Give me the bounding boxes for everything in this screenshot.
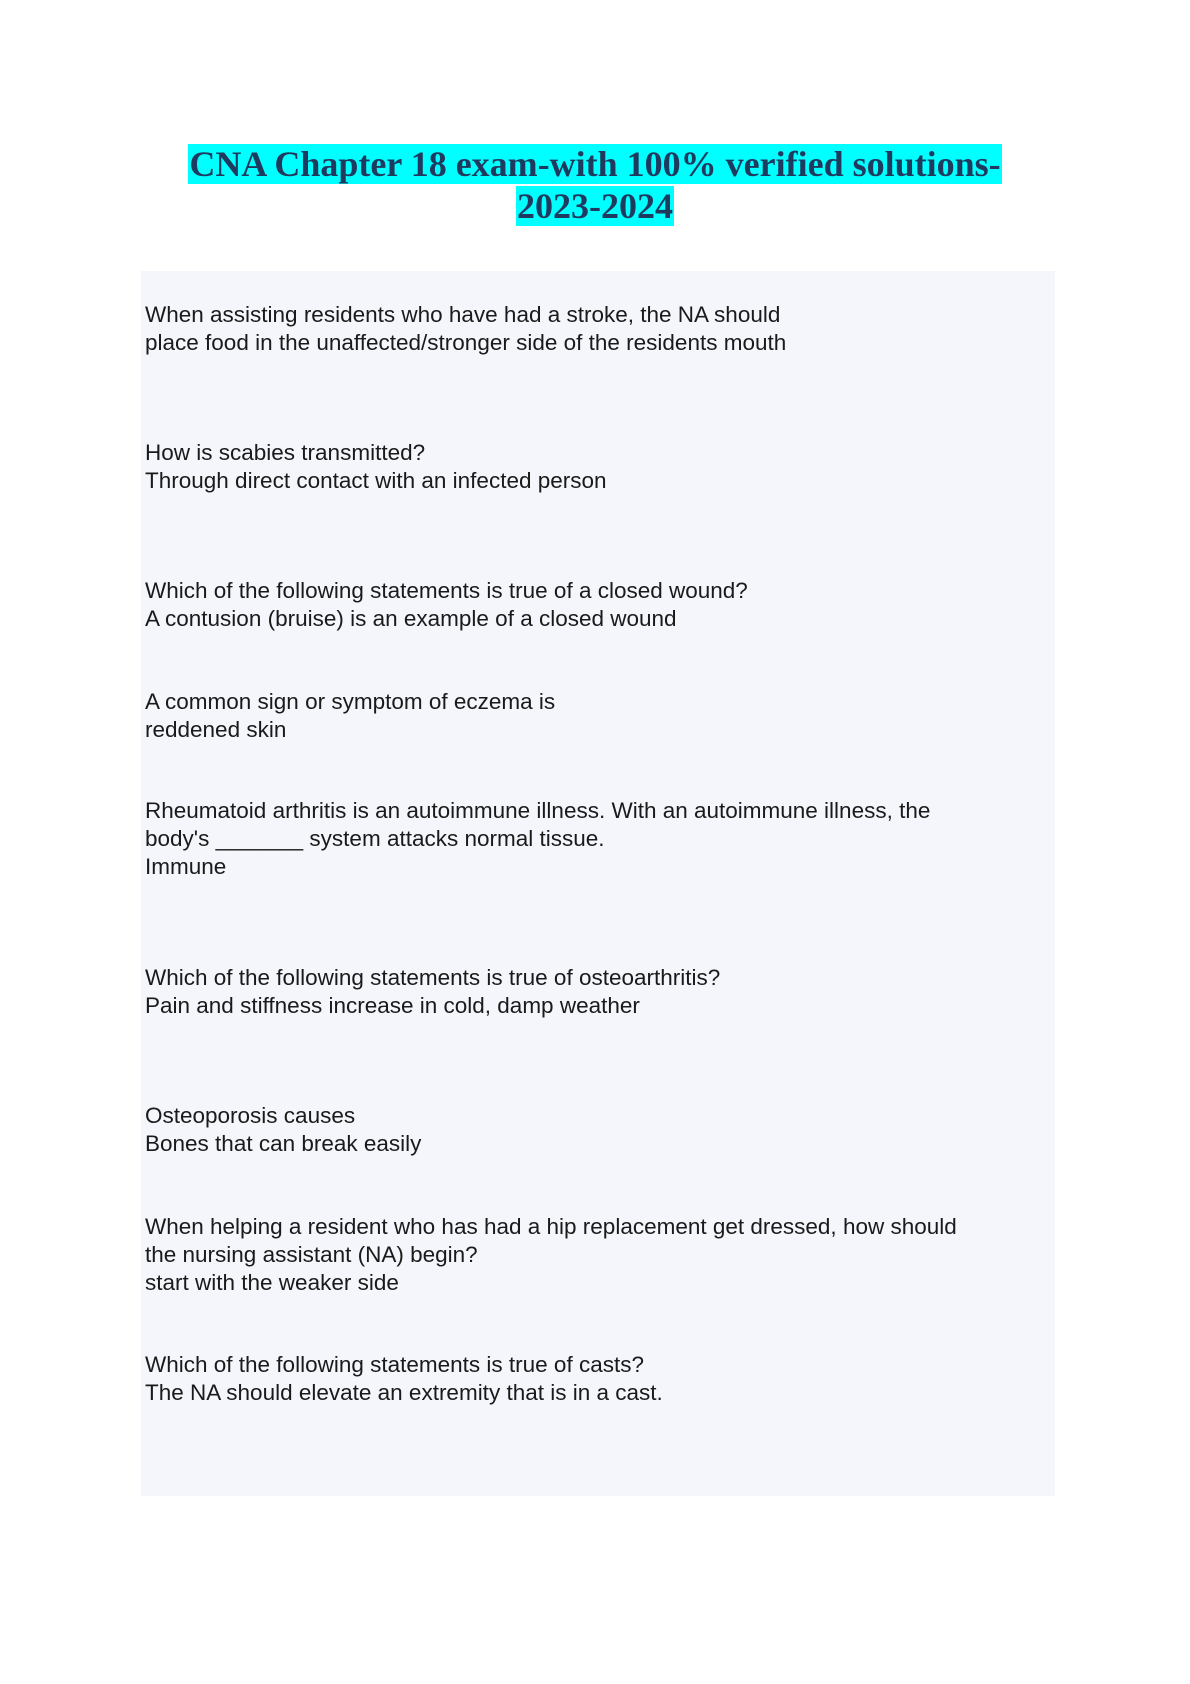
answer-text: The NA should elevate an extremity that is in a cast.: [145, 1380, 663, 1405]
question-text: Osteoporosis causes: [145, 1103, 356, 1128]
question-text: body's _______ system attacks normal tissue.: [145, 826, 605, 851]
answer-text: reddened skin: [145, 717, 287, 742]
question-text: Which of the following statements is true of osteoarthritis?: [145, 965, 721, 990]
qa-item: [145, 964, 1045, 1020]
title-line-2: 2023-2024: [517, 186, 673, 226]
page-title: [0, 143, 1190, 227]
qa-item: [145, 1351, 1045, 1407]
qa-item: [145, 439, 1045, 495]
question-text: When assisting residents who have had a stroke, the NA should: [145, 302, 781, 327]
question-text: Which of the following statements is true of a closed wound?: [145, 578, 748, 603]
answer-text: Immune: [145, 854, 227, 879]
question-text: How is scabies transmitted?: [145, 440, 426, 465]
answer-text: Pain and stiffness increase in cold, damp weather: [145, 993, 640, 1018]
qa-item: [145, 301, 1045, 357]
question-text: Which of the following statements is true of casts?: [145, 1352, 644, 1377]
title-line-1: CNA Chapter 18 exam-with 100% verified solutions-: [189, 144, 1001, 184]
qa-item: [145, 577, 1045, 633]
qa-item: [145, 1213, 1045, 1297]
question-text: When helping a resident who has had a hip replacement get dressed, how should: [145, 1214, 957, 1239]
qa-item: [145, 688, 1045, 744]
answer-text: Bones that can break easily: [145, 1131, 422, 1156]
question-text: Rheumatoid arthritis is an autoimmune illness. With an autoimmune illness, the: [145, 798, 931, 823]
answer-text: A contusion (bruise) is an example of a closed wound: [145, 606, 677, 631]
answer-text: Through direct contact with an infected person: [145, 468, 607, 493]
answer-text: place food in the unaffected/stronger side of the residents mouth: [145, 330, 787, 355]
answer-text: start with the weaker side: [145, 1270, 399, 1295]
question-text: A common sign or symptom of eczema is: [145, 689, 556, 714]
qa-item: [145, 797, 1045, 881]
qa-item: [145, 1102, 1045, 1158]
question-text: the nursing assistant (NA) begin?: [145, 1242, 478, 1267]
